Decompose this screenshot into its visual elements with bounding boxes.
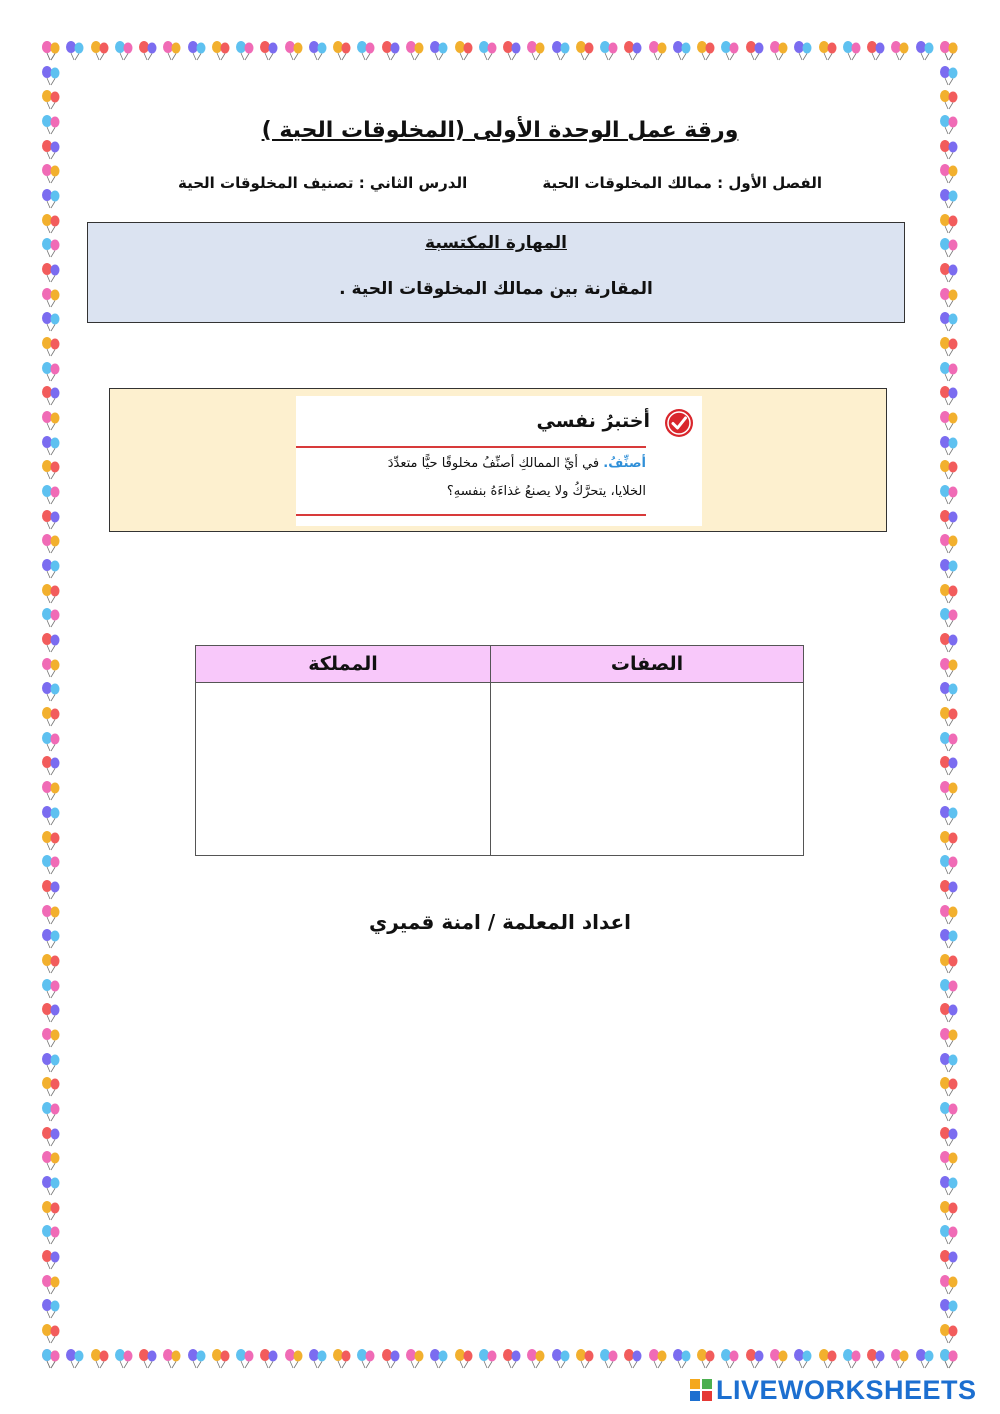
balloon-border-icon: [40, 65, 62, 87]
balloon-border-icon: [40, 681, 62, 703]
balloon-border-icon: [792, 40, 814, 62]
balloon-border-icon: [938, 410, 960, 432]
balloon-border-icon: [40, 89, 62, 111]
balloon-border-icon: [428, 1348, 450, 1370]
balloon-border-icon: [938, 188, 960, 210]
balloon-border-icon: [938, 1150, 960, 1172]
balloon-border-icon: [841, 1348, 863, 1370]
balloon-border-icon: [938, 40, 960, 62]
balloon-border-icon: [938, 1224, 960, 1246]
balloon-border-icon: [331, 1348, 353, 1370]
balloon-border-icon: [40, 385, 62, 407]
traits-answer-cell[interactable]: [491, 683, 804, 856]
balloon-border-icon: [622, 40, 644, 62]
balloon-border-icon: [938, 385, 960, 407]
balloon-border-icon: [283, 1348, 305, 1370]
balloon-border-icon: [40, 336, 62, 358]
balloon-border-icon: [40, 188, 62, 210]
balloon-border-icon: [938, 1101, 960, 1123]
balloon-border-icon: [453, 40, 475, 62]
balloon-border-icon: [598, 40, 620, 62]
balloon-border-icon: [186, 40, 208, 62]
kingdom-table: [195, 645, 804, 856]
balloon-border-icon: [938, 1027, 960, 1049]
balloon-border-icon: [744, 40, 766, 62]
balloon-border-icon: [40, 435, 62, 457]
balloon-border-icon: [671, 40, 693, 62]
balloon-border-icon: [40, 583, 62, 605]
balloon-border-icon: [210, 40, 232, 62]
balloon-border-icon: [938, 879, 960, 901]
balloon-border-icon: [938, 533, 960, 555]
liveworksheets-logo-icon: [690, 1379, 712, 1401]
balloon-border-icon: [40, 213, 62, 235]
chapter-label: الفصل الأول : ممالك المخلوقات الحية: [542, 174, 822, 192]
balloon-border-icon: [938, 854, 960, 876]
balloon-border-icon: [817, 40, 839, 62]
balloon-border-icon: [404, 1348, 426, 1370]
balloon-border-icon: [137, 1348, 159, 1370]
balloon-border-icon: [404, 40, 426, 62]
balloon-border-icon: [40, 879, 62, 901]
balloon-border-icon: [40, 706, 62, 728]
balloon-border-icon: [113, 40, 135, 62]
balloon-border-icon: [40, 1274, 62, 1296]
balloon-border-icon: [744, 1348, 766, 1370]
worksheet-title: ورقة عمل الوحدة الأولى (المخلوقات الحية ): [261, 118, 739, 143]
balloon-border-icon: [40, 237, 62, 259]
balloon-border-icon: [40, 40, 62, 62]
balloon-border-icon: [622, 1348, 644, 1370]
balloon-border-icon: [938, 1126, 960, 1148]
balloon-border-icon: [307, 1348, 329, 1370]
border-right: [938, 40, 960, 1370]
balloon-border-icon: [380, 40, 402, 62]
balloon-border-icon: [938, 1249, 960, 1271]
balloon-border-icon: [938, 1076, 960, 1098]
watermark-text: LIVEWORKSHEETS: [716, 1374, 977, 1405]
balloon-border-icon: [477, 1348, 499, 1370]
skill-heading: المهارة المكتسبة: [425, 233, 567, 253]
balloon-border-icon: [550, 40, 572, 62]
quiz-heading: أختبرُ نفسي: [536, 410, 650, 432]
table-header-traits: الصفات: [491, 646, 804, 683]
balloon-border-icon: [938, 311, 960, 333]
balloon-border-icon: [355, 40, 377, 62]
balloon-border-icon: [501, 40, 523, 62]
balloon-border-icon: [938, 1002, 960, 1024]
balloon-border-icon: [695, 40, 717, 62]
balloon-border-icon: [938, 1052, 960, 1074]
balloon-border-icon: [161, 1348, 183, 1370]
balloon-border-icon: [938, 607, 960, 629]
balloon-border-icon: [161, 40, 183, 62]
balloon-border-icon: [137, 40, 159, 62]
balloon-border-icon: [40, 854, 62, 876]
balloon-border-icon: [428, 40, 450, 62]
balloon-border-icon: [938, 361, 960, 383]
lesson-label: الدرس الثاني : تصنيف المخلوقات الحية: [178, 174, 468, 192]
balloon-border-icon: [719, 40, 741, 62]
skill-text: المقارنة بين ممالك المخلوقات الحية .: [339, 279, 653, 299]
balloon-border-icon: [234, 1348, 256, 1370]
balloon-border-icon: [938, 459, 960, 481]
balloon-border-icon: [647, 1348, 669, 1370]
balloon-border-icon: [64, 1348, 86, 1370]
balloon-border-icon: [938, 484, 960, 506]
skill-box: [87, 222, 905, 323]
balloon-border-icon: [89, 40, 111, 62]
border-bottom: [40, 1348, 960, 1370]
quiz-box: [109, 388, 887, 532]
quiz-question-text: في أيِّ الممالكِ أصنِّفُ مخلوقًا حيًّا متعدِّدَ: [387, 456, 604, 471]
balloon-border-icon: [40, 657, 62, 679]
balloon-border-icon: [938, 287, 960, 309]
balloon-border-icon: [40, 1224, 62, 1246]
balloon-border-icon: [550, 1348, 572, 1370]
balloon-border-icon: [40, 1249, 62, 1271]
balloon-border-icon: [40, 953, 62, 975]
balloon-border-icon: [40, 361, 62, 383]
balloon-border-icon: [210, 1348, 232, 1370]
balloon-border-icon: [938, 731, 960, 753]
quiz-question-line1: [388, 456, 646, 471]
balloon-border-icon: [768, 40, 790, 62]
balloon-border-icon: [938, 1274, 960, 1296]
balloon-border-icon: [40, 1348, 62, 1370]
balloon-border-icon: [40, 755, 62, 777]
balloon-border-icon: [938, 65, 960, 87]
quiz-divider-top: [296, 446, 646, 448]
balloon-border-icon: [938, 237, 960, 259]
balloon-border-icon: [574, 40, 596, 62]
balloon-border-icon: [40, 287, 62, 309]
balloon-border-icon: [938, 657, 960, 679]
balloon-border-icon: [40, 459, 62, 481]
balloon-border-icon: [938, 632, 960, 654]
balloon-border-icon: [40, 1175, 62, 1197]
balloon-border-icon: [40, 484, 62, 506]
balloon-border-icon: [40, 1323, 62, 1345]
balloon-border-icon: [889, 1348, 911, 1370]
balloon-border-icon: [40, 558, 62, 580]
balloon-border-icon: [914, 1348, 936, 1370]
balloon-border-icon: [40, 410, 62, 432]
balloon-border-icon: [355, 1348, 377, 1370]
balloon-border-icon: [40, 533, 62, 555]
balloon-border-icon: [40, 262, 62, 284]
border-top: [40, 40, 960, 62]
balloon-border-icon: [817, 1348, 839, 1370]
balloon-border-icon: [40, 632, 62, 654]
balloon-border-icon: [914, 40, 936, 62]
balloon-border-icon: [792, 1348, 814, 1370]
balloon-border-icon: [938, 336, 960, 358]
balloon-border-icon: [719, 1348, 741, 1370]
balloon-border-icon: [113, 1348, 135, 1370]
balloon-border-icon: [525, 40, 547, 62]
balloon-border-icon: [283, 40, 305, 62]
balloon-border-icon: [938, 1323, 960, 1345]
balloon-border-icon: [40, 731, 62, 753]
balloon-border-icon: [889, 40, 911, 62]
balloon-border-icon: [453, 1348, 475, 1370]
balloon-border-icon: [40, 830, 62, 852]
balloon-border-icon: [671, 1348, 693, 1370]
balloon-border-icon: [938, 558, 960, 580]
liveworksheets-watermark: [690, 1376, 977, 1404]
balloon-border-icon: [40, 509, 62, 531]
balloon-border-icon: [40, 805, 62, 827]
balloon-border-icon: [598, 1348, 620, 1370]
kingdom-answer-cell[interactable]: [196, 683, 491, 856]
quiz-card: [296, 396, 702, 526]
balloon-border-icon: [865, 40, 887, 62]
balloon-border-icon: [258, 40, 280, 62]
balloon-border-icon: [186, 1348, 208, 1370]
balloon-border-icon: [938, 830, 960, 852]
balloon-border-icon: [938, 780, 960, 802]
balloon-border-icon: [938, 953, 960, 975]
balloon-border-icon: [40, 1150, 62, 1172]
balloon-border-icon: [938, 89, 960, 111]
balloon-border-icon: [234, 40, 256, 62]
balloon-border-icon: [380, 1348, 402, 1370]
balloon-border-icon: [938, 1200, 960, 1222]
balloon-border-icon: [938, 583, 960, 605]
balloon-border-icon: [768, 1348, 790, 1370]
balloon-border-icon: [40, 1200, 62, 1222]
balloon-border-icon: [40, 1052, 62, 1074]
balloon-border-icon: [938, 1298, 960, 1320]
balloon-border-icon: [501, 1348, 523, 1370]
balloon-border-icon: [40, 978, 62, 1000]
balloon-border-icon: [331, 40, 353, 62]
border-left: [40, 40, 62, 1370]
author-credit: اعداد المعلمة / امنة قميري: [368, 910, 632, 934]
quiz-question-line2: الخلايا، يتحرَّكُ ولا يصنعُ غذاءَهُ بنفسهِ؟: [446, 484, 646, 499]
balloon-border-icon: [865, 1348, 887, 1370]
quiz-keyword: أصنِّفُ.: [603, 456, 646, 471]
balloon-border-icon: [477, 40, 499, 62]
balloon-border-icon: [938, 213, 960, 235]
table-header-kingdom: المملكة: [196, 646, 491, 683]
balloon-border-icon: [40, 1126, 62, 1148]
balloon-border-icon: [938, 262, 960, 284]
balloon-border-icon: [938, 1348, 960, 1370]
balloon-border-icon: [40, 311, 62, 333]
balloon-border-icon: [938, 163, 960, 185]
balloon-border-icon: [695, 1348, 717, 1370]
balloon-border-icon: [574, 1348, 596, 1370]
balloon-border-icon: [938, 706, 960, 728]
balloon-border-icon: [938, 435, 960, 457]
balloon-border-icon: [938, 509, 960, 531]
balloon-border-icon: [40, 1101, 62, 1123]
quiz-divider-bottom: [296, 514, 646, 516]
balloon-border-icon: [40, 1298, 62, 1320]
balloon-border-icon: [89, 1348, 111, 1370]
balloon-border-icon: [258, 1348, 280, 1370]
balloon-border-icon: [40, 780, 62, 802]
balloon-border-icon: [841, 40, 863, 62]
balloon-border-icon: [40, 1002, 62, 1024]
balloon-border-icon: [64, 40, 86, 62]
balloon-border-icon: [938, 805, 960, 827]
balloon-border-icon: [938, 978, 960, 1000]
balloon-border-icon: [938, 755, 960, 777]
balloon-border-icon: [40, 607, 62, 629]
balloon-border-icon: [40, 1076, 62, 1098]
balloon-border-icon: [40, 1027, 62, 1049]
balloon-border-icon: [647, 40, 669, 62]
balloon-border-icon: [938, 1175, 960, 1197]
balloon-border-icon: [525, 1348, 547, 1370]
balloon-border-icon: [938, 681, 960, 703]
balloon-border-icon: [40, 163, 62, 185]
check-icon: [664, 408, 694, 438]
balloon-border-icon: [307, 40, 329, 62]
